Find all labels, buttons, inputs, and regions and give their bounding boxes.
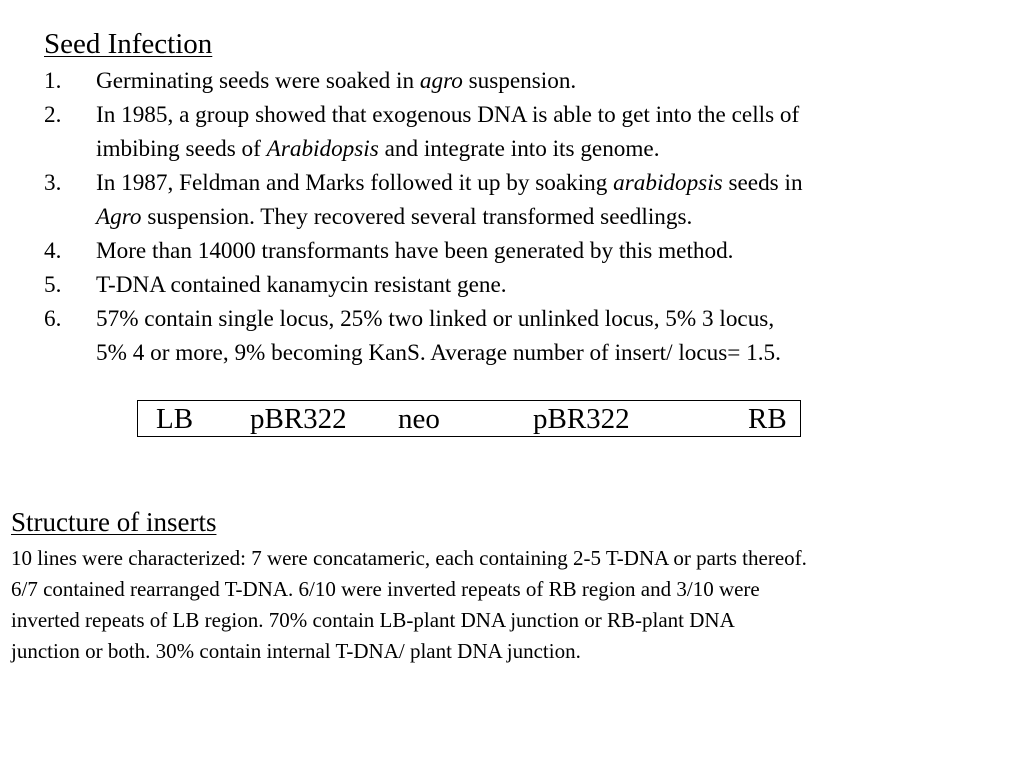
list-item-number: 1.	[44, 68, 62, 94]
list-item-number: 2.	[44, 102, 62, 128]
list-item	[44, 98, 1019, 166]
list-item	[44, 268, 1019, 302]
paragraph-line: inverted repeats of LB region. 70% contain LB-plant DNA junction or RB-plant DNA	[11, 608, 735, 632]
neo-gene-label: neo	[398, 403, 440, 435]
t-dna-construct-diagram	[137, 400, 801, 437]
list-item-number: 6.	[44, 306, 62, 332]
text-run: Germinating seeds were soaked in	[96, 68, 420, 94]
list-item-line	[96, 64, 1019, 98]
text-run-italic: Arabidopsis	[266, 136, 379, 162]
text-run: In 1985, a group showed that exogenous DNA is able to get into the cells of	[96, 102, 800, 128]
right-border-label: RB	[748, 403, 787, 435]
list-item	[44, 166, 1019, 234]
list-item-number: 3.	[44, 170, 62, 196]
seed-infection-heading: Seed Infection	[44, 28, 213, 60]
pbr322-right-label: pBR322	[533, 403, 630, 435]
text-run: imbibing seeds of	[96, 136, 267, 162]
text-run: seeds in	[722, 170, 803, 196]
paragraph-line: 10 lines were characterized: 7 were concatameric, each containing 2-5 T-DNA or parts thereof.	[11, 546, 807, 570]
list-item-number: 5.	[44, 272, 62, 298]
left-border-label: LB	[156, 403, 194, 435]
list-item-line	[96, 268, 1019, 302]
text-run: More than 14000 transformants have been generated by this method.	[96, 238, 734, 264]
list-item-line	[96, 234, 1019, 268]
text-run-italic: agro	[419, 68, 463, 94]
list-item	[44, 302, 1019, 370]
list-item-number: 4.	[44, 238, 62, 264]
text-run: 57% contain single locus, 25% two linked or unlinked locus, 5% 3 locus,	[96, 306, 775, 332]
text-run: 5% 4 or more, 9% becoming KanS. Average number of insert/ locus= 1.5.	[96, 340, 781, 366]
list-item	[44, 64, 1019, 98]
structure-of-inserts-heading: Structure of inserts	[11, 507, 217, 537]
list-item-line	[96, 166, 1019, 200]
text-run: suspension. They recovered several transformed seedlings.	[141, 204, 693, 230]
text-run: suspension.	[462, 68, 577, 94]
paragraph-line: 6/7 contained rearranged T-DNA. 6/10 were inverted repeats of RB region and 3/10 were	[11, 577, 760, 601]
text-run-italic: arabidopsis	[613, 170, 723, 196]
paragraph-line: junction or both. 30% contain internal T-DNA/ plant DNA junction.	[11, 639, 581, 663]
text-run: In 1987, Feldman and Marks followed it up by soaking	[96, 170, 614, 196]
text-run-italic: Agro	[96, 204, 142, 230]
seed-infection-list	[44, 64, 1019, 370]
list-item-line	[96, 98, 1019, 132]
list-item-line	[96, 336, 1019, 370]
pbr322-left-label: pBR322	[250, 403, 347, 435]
list-item	[44, 234, 1019, 268]
list-item-line	[96, 302, 1019, 336]
text-run: T-DNA contained kanamycin resistant gene.	[96, 272, 507, 298]
structure-of-inserts-paragraph	[11, 543, 1016, 667]
list-item-line	[96, 132, 1019, 166]
list-item-line	[96, 200, 1019, 234]
text-run: and integrate into its genome.	[378, 136, 660, 162]
